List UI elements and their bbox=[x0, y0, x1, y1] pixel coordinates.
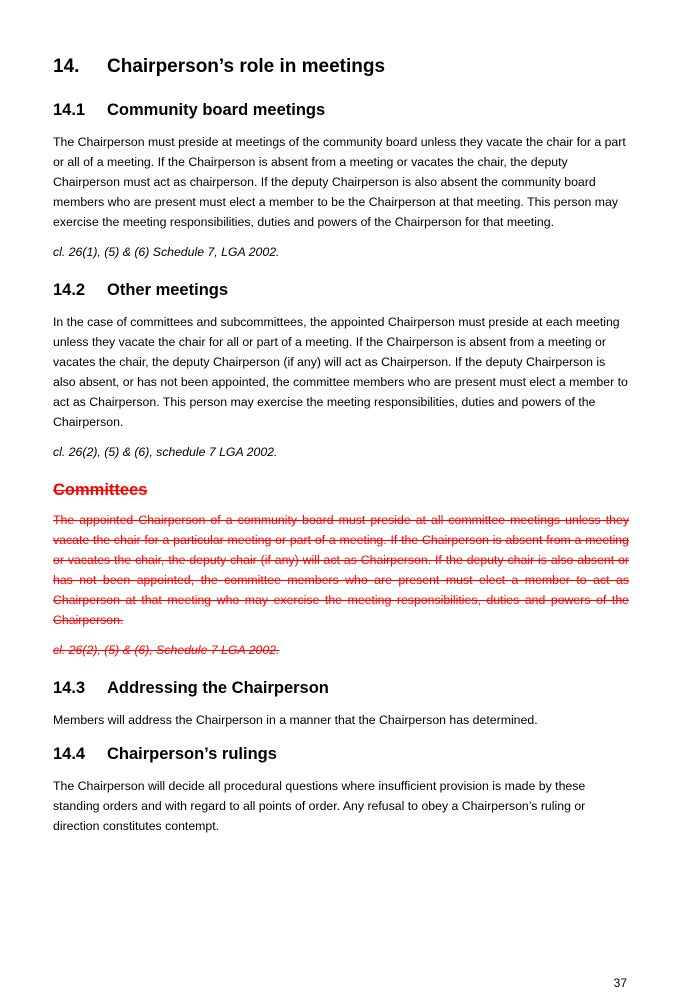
subsection-title: Addressing the Chairperson bbox=[107, 679, 329, 697]
subsection-heading-14-2 bbox=[53, 276, 629, 304]
subsection-heading-14-3 bbox=[53, 674, 629, 702]
section-number: 14. bbox=[53, 56, 80, 77]
rulings-paragraph: The Chairperson will decide all procedural questions where insufficient provision is made by these standing orders and with regard to all points of order. Any refusal to obey a Chairperson’s ruling or direction constitutes contempt. bbox=[53, 779, 586, 833]
subsection-heading-14-4 bbox=[53, 740, 629, 768]
other-meetings-paragraph: In the case of committees and subcommittees, the appointed Chairperson must preside at each meeting unless they vacate the chair for all or part of a meeting. If the Chairperson is absent from a meeting or vacates the chair, the deputy Chairperson (if any) will act as Chairperson. If the deputy Chairperson is also absent, or has not been appointed, the committee members who are present must elect a member to act as Chairperson. This person may exercise the meeting responsibilities, duties and powers of the Chairperson. bbox=[53, 315, 628, 429]
document-page bbox=[53, 52, 629, 846]
section-heading bbox=[53, 52, 629, 82]
subsection-title: Community board meetings bbox=[107, 101, 326, 119]
deleted-committees-citation: cl. 26(2), (5) & (6), Schedule 7 LGA 2002. bbox=[53, 643, 280, 657]
community-board-citation: cl. 26(1), (5) & (6) Schedule 7, LGA 2002. bbox=[53, 245, 280, 259]
subsection-number: 14.4 bbox=[53, 745, 86, 763]
page-number: 37 bbox=[613, 976, 627, 990]
subsection-number: 14.2 bbox=[53, 281, 86, 299]
addressing-paragraph: Members will address the Chairperson in a manner that the Chairperson has determined. bbox=[53, 713, 538, 727]
subsection-heading-14-1 bbox=[53, 96, 629, 124]
community-board-paragraph: The Chairperson must preside at meetings of the community board unless they vacate the chair for a part or all of a meeting. If the Chairperson is absent from a meeting or vacates the chair, the deputy Chairperson must act as chairperson. If the deputy Chairperson is also absent the community board members who are present must elect a member to be the Chairperson at that meeting. This person may exercise the meeting responsibilities, duties and powers of the Chairperson for that meeting. bbox=[53, 135, 626, 229]
subsection-title: Other meetings bbox=[107, 281, 229, 299]
subsection-title: Chairperson’s rulings bbox=[107, 745, 277, 763]
deleted-committees-heading bbox=[53, 476, 629, 504]
subsection-number: 14.3 bbox=[53, 679, 86, 697]
deleted-heading-title: Committees bbox=[53, 481, 148, 499]
section-title: Chairperson’s role in meetings bbox=[107, 56, 386, 77]
subsection-number: 14.1 bbox=[53, 101, 86, 119]
other-meetings-citation: cl. 26(2), (5) & (6), schedule 7 LGA 2002. bbox=[53, 445, 278, 459]
deleted-committees-paragraph: The appointed Chairperson of a community board must preside at all committee meetings unless they vacate the chair for a particular meeting or part of a meeting. If the Chairperson is absent from a meeting or vacates the chair, the deputy chair (if any) will act as Chairperson. If the deputy chair is also absent or has not been appointed, the committee members who are present must elect a member to act as Chairperson at that meeting who may exercise the meeting responsibilities, duties and powers of the Chairperson. bbox=[53, 513, 629, 627]
